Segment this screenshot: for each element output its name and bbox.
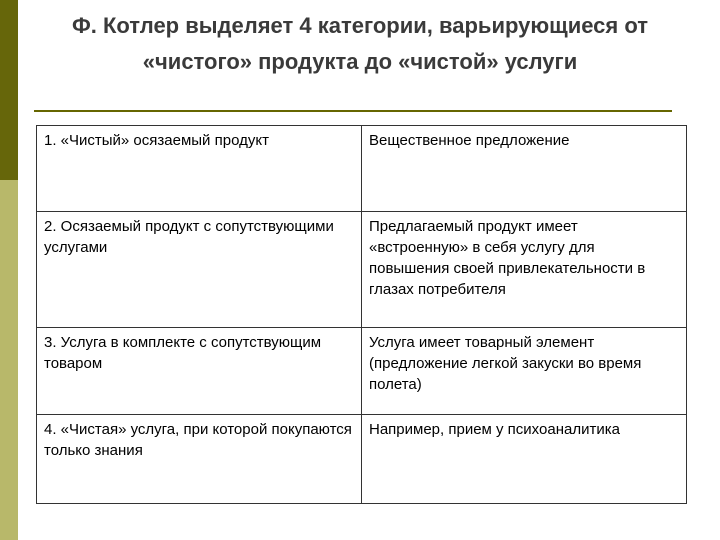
description-cell: Например, прием у психоаналитика: [362, 415, 687, 504]
slide-title: Ф. Котлер выделяет 4 категории, варьирующиеся от «чистого» продукта до «чистой» услуги: [71, 13, 649, 74]
description-cell: Предлагаемый продукт имеет «встроенную» в себя услугу для повышения своей привлекательности в глазах потребителя: [362, 212, 687, 328]
description-cell: Услуга имеет товарный элемент (предложение легкой закуски во время полета): [362, 328, 687, 415]
title-divider: [34, 110, 672, 112]
table-row: [37, 328, 687, 415]
left-accent-bar-light: [0, 180, 18, 540]
category-cell: 4. «Чистая» услуга, при которой покупаются только знания: [37, 415, 362, 504]
table-row: [37, 415, 687, 504]
description-cell: Вещественное предложение: [362, 126, 687, 212]
table-row: [37, 212, 687, 328]
category-cell: 1. «Чистый» осязаемый продукт: [37, 126, 362, 212]
category-cell: 3. Услуга в комплекте с сопутствующим товаром: [37, 328, 362, 415]
categories-table: [36, 125, 687, 504]
left-accent-bar-dark: [0, 0, 18, 180]
table-row: [37, 126, 687, 212]
category-cell: 2. Осязаемый продукт с сопутствующими услугами: [37, 212, 362, 328]
